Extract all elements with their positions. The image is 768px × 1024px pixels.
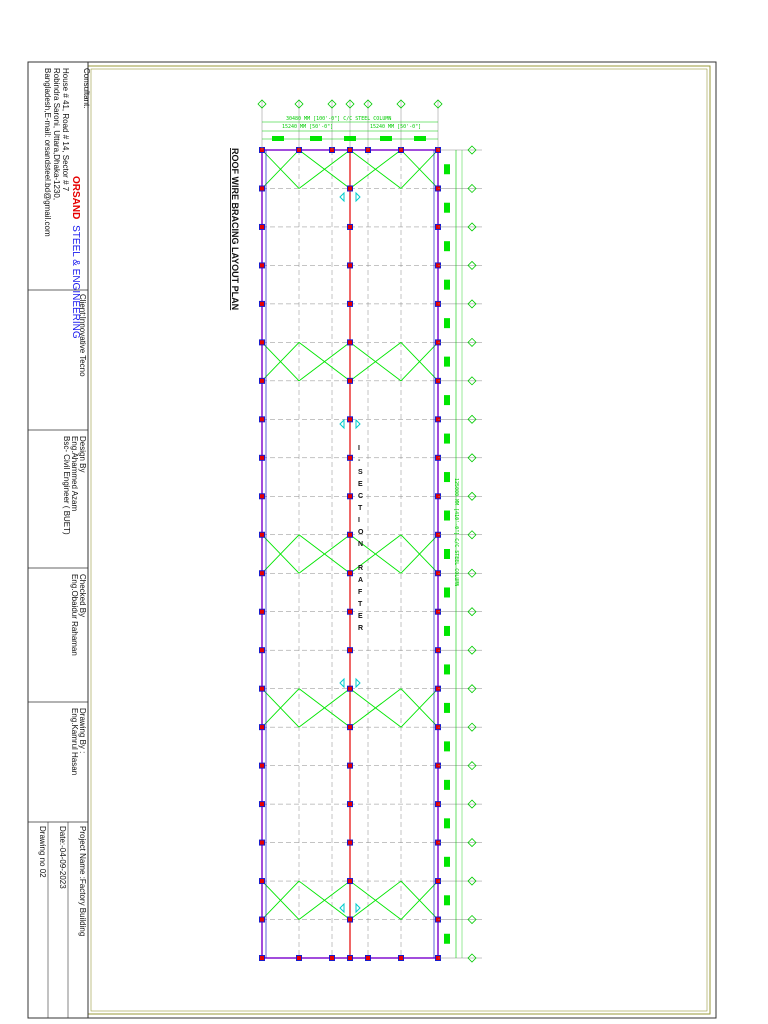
slope-arrow-right — [356, 904, 360, 912]
gable-column-marker — [399, 956, 404, 961]
column-marker — [348, 571, 353, 576]
purlin-tag — [444, 780, 450, 790]
top-purlin-tag — [310, 136, 322, 141]
column-marker — [260, 609, 265, 614]
checked-by-name: Eng.Obaidur Rahaman — [70, 574, 79, 656]
column-marker — [260, 840, 265, 845]
project-name: Project Name :Factory Building — [78, 826, 87, 937]
design-by-degree: Bsc- Civil Engineer ( BUET) — [62, 436, 71, 535]
column-marker — [260, 725, 265, 730]
purlin-tag — [444, 895, 450, 905]
rafter-label-char: E — [358, 613, 363, 620]
purlin-tag — [444, 434, 450, 444]
column-marker — [260, 263, 265, 268]
drawing-by-label: Drawing By : — [78, 708, 87, 754]
purlin-tag — [444, 318, 450, 328]
column-marker — [348, 725, 353, 730]
slope-arrow-left — [340, 679, 344, 687]
column-marker — [348, 224, 353, 229]
dim-right-bay: 15240 MM [50'-0"] — [370, 124, 422, 130]
column-marker — [260, 648, 265, 653]
client-name: Client:Innovative Tecno — [78, 294, 87, 377]
brand-blue: STEEL & ENGINEERING — [70, 225, 81, 339]
purlin-tag — [444, 280, 450, 290]
column-marker — [260, 417, 265, 422]
rafter-label-char: R — [358, 625, 364, 632]
slope-arrow-left — [340, 904, 344, 912]
column-marker — [348, 917, 353, 922]
dim-overall-length: 125000 MM [410'-0"] C/C STEEL COLUMN — [453, 478, 459, 587]
column-marker — [260, 301, 265, 306]
gable-column-marker — [330, 956, 335, 961]
purlin-tag — [444, 241, 450, 251]
column-marker — [260, 917, 265, 922]
column-marker — [260, 340, 265, 345]
date: Date:-04-09-2023 — [58, 826, 67, 889]
drawing-frame-inner — [91, 69, 707, 1011]
purlin-tag — [444, 818, 450, 828]
column-marker — [348, 455, 353, 460]
purlin-tag — [444, 357, 450, 367]
brand-red: ORSAND — [70, 176, 81, 220]
top-purlin-tag — [380, 136, 392, 141]
column-marker — [260, 956, 265, 961]
column-marker — [348, 532, 353, 537]
drawing-by-name: Eng.Kamrul Hasan — [70, 708, 79, 776]
drawing-number: Drawing no 02 — [38, 826, 47, 878]
rafter-label-char: T — [358, 601, 363, 608]
purlin-tag — [444, 741, 450, 751]
column-marker — [260, 763, 265, 768]
slope-arrow-left — [340, 193, 344, 201]
gable-column-marker — [366, 956, 371, 961]
slope-arrow-right — [356, 193, 360, 201]
top-purlin-tag — [414, 136, 426, 141]
address-line-1: House # 41, Road # 14, Sector # 7 — [61, 68, 70, 192]
purlin-tag — [444, 164, 450, 174]
purlin-tag — [444, 203, 450, 213]
slope-arrow-right — [356, 679, 360, 687]
address-line-3: Bangladesh,E-mail: orsandsteel.bd@gmail.com — [43, 68, 52, 237]
column-marker — [348, 609, 353, 614]
purlin-tag — [444, 395, 450, 405]
column-marker — [348, 378, 353, 383]
rafter-label-char: I — [358, 445, 360, 452]
column-marker — [348, 263, 353, 268]
purlin-tag — [444, 934, 450, 944]
rafter-label-char: N — [358, 541, 364, 548]
column-marker — [260, 802, 265, 807]
dim-left-bay: 15240 MM [50'-0"] — [282, 124, 334, 130]
column-marker — [260, 686, 265, 691]
top-purlin-tag — [272, 136, 284, 141]
rafter-label-char: O — [358, 529, 364, 536]
consultant-label: Consultant: — [82, 68, 91, 109]
rafter-label-char: R — [358, 565, 364, 572]
slope-arrow-left — [340, 420, 344, 428]
gable-column-marker — [297, 956, 302, 961]
column-marker — [260, 494, 265, 499]
column-marker — [348, 648, 353, 653]
purlin-tag — [444, 587, 450, 597]
design-by-label: Design By — [78, 436, 87, 473]
purlin-tag — [444, 511, 450, 521]
sheet-border — [28, 62, 716, 1018]
rafter-label-char: I — [358, 517, 360, 524]
roof-bracing-plan — [258, 100, 482, 962]
column-marker — [260, 378, 265, 383]
purlin-tag — [444, 626, 450, 636]
column-marker — [260, 879, 265, 884]
column-marker — [260, 186, 265, 191]
rafter-label-char: - — [358, 457, 361, 464]
column-marker — [348, 301, 353, 306]
drawing-frame — [88, 66, 710, 1014]
purlin-tag — [444, 857, 450, 867]
purlin-tag — [444, 549, 450, 559]
title-block — [28, 62, 91, 1018]
dim-overall-width: 30480 MM [100'-0"] C/C STEEL COLUMN — [286, 116, 392, 122]
column-marker — [260, 571, 265, 576]
plan-title: ROOF WIRE BRACING LAYOUT PLAN — [230, 148, 240, 311]
top-purlin-tag — [344, 136, 356, 141]
column-marker — [348, 956, 353, 961]
column-marker — [348, 763, 353, 768]
column-marker — [348, 802, 353, 807]
column-marker — [348, 494, 353, 499]
rafter-label-char: A — [358, 577, 364, 584]
column-marker — [348, 417, 353, 422]
column-marker — [348, 186, 353, 191]
checked-by-label: Checked By — [78, 574, 87, 618]
rafter-label-char: E — [358, 481, 363, 488]
column-marker — [348, 340, 353, 345]
purlin-tag — [444, 703, 450, 713]
slope-arrow-right — [356, 420, 360, 428]
column-marker — [348, 686, 353, 691]
rafter-label-char: S — [358, 469, 363, 476]
column-marker — [260, 455, 265, 460]
column-marker — [348, 879, 353, 884]
purlin-tag — [444, 472, 450, 482]
rafter-label-char: C — [358, 493, 364, 500]
design-by-name: Eng.Ahammed Azam — [70, 436, 79, 512]
column-marker — [348, 840, 353, 845]
rafter-label-char: F — [358, 589, 363, 596]
column-marker — [260, 532, 265, 537]
column-marker — [260, 224, 265, 229]
rafter-label-char: T — [358, 505, 363, 512]
address-line-2: Robindra Saroni, Uttara,Dhaka-1230, — [52, 68, 61, 201]
purlin-tag — [444, 664, 450, 674]
